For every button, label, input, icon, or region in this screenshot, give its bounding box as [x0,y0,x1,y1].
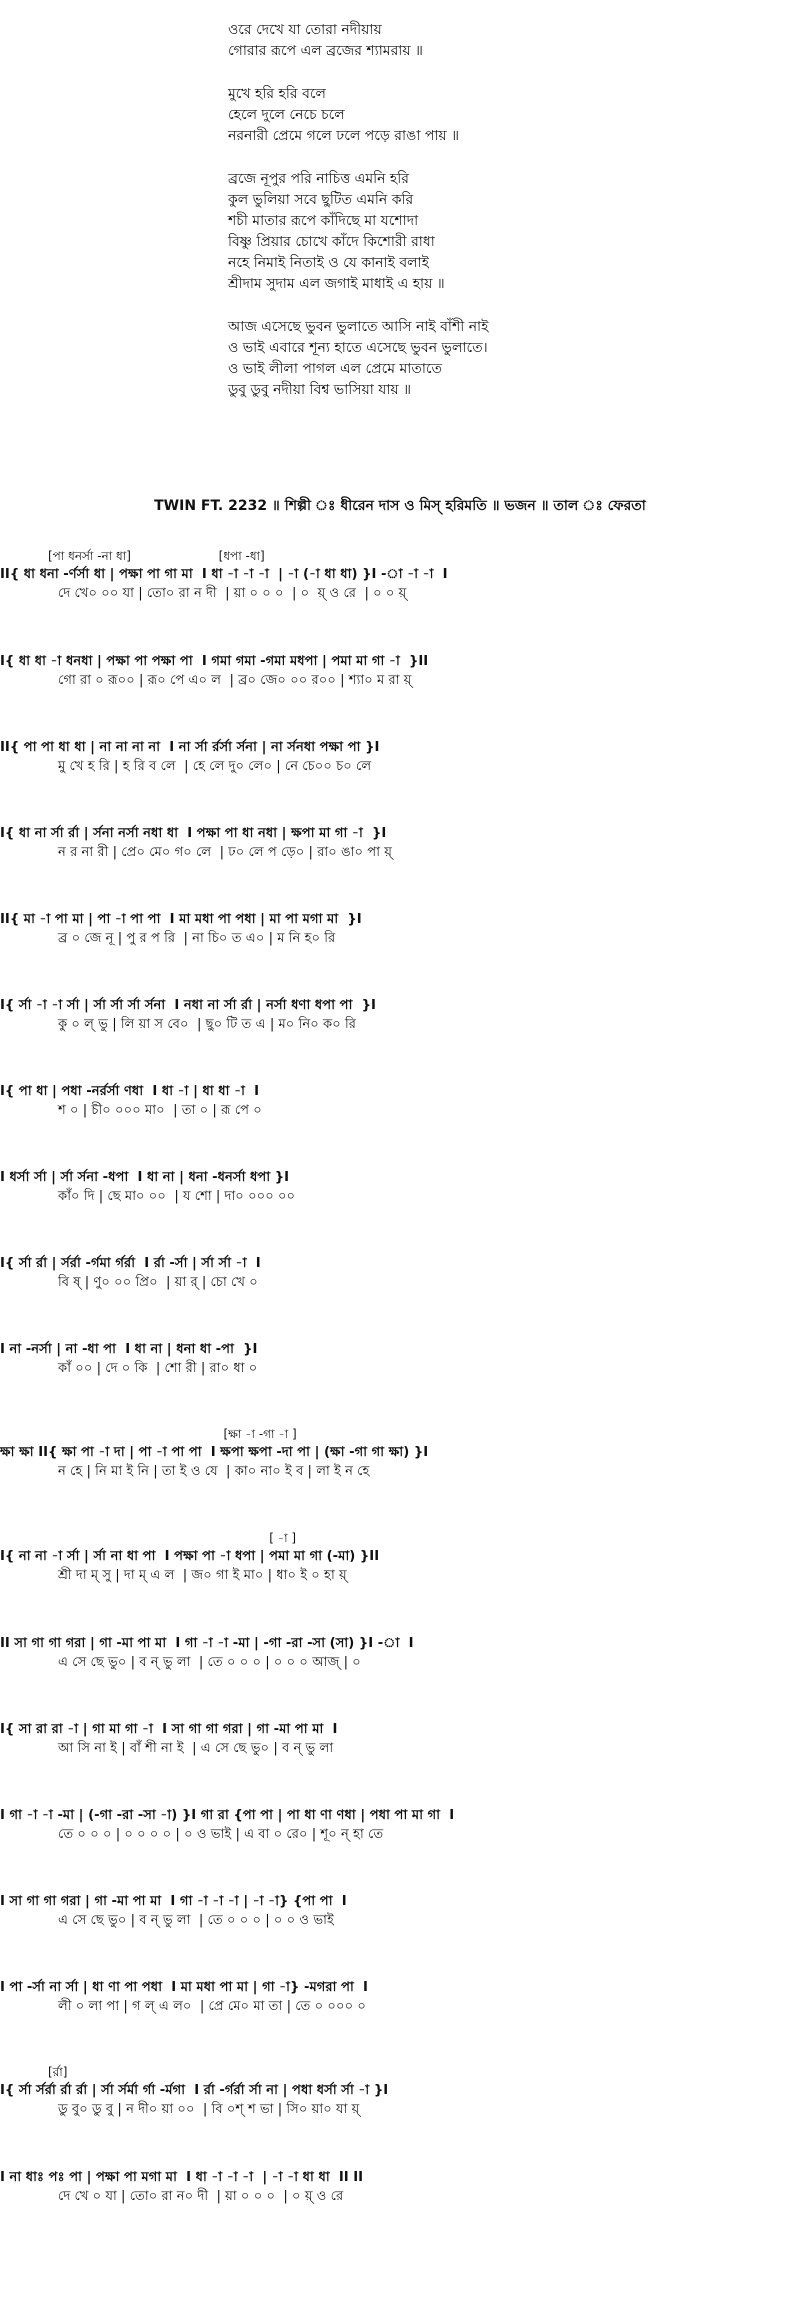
lyric-syllable-row: দে খে ০ যা | তো০ রা ন০ দী | য়া ০ ০ ০ | ০ য়্ ও রে [58,2189,344,2204]
swara-row: I গা -া -া -মা | (-গা -রা -সা -া) }I গা রা {পা পা | পা ধা ণা ণধা | পধা পা মা গা I [0,1808,455,1823]
lyric-syllable-row: এ সে ছে ভু০ | ব ন্ ভু লা | তে ০ ০ ০ | ০ ০ ও ভাই [58,1913,334,1928]
swara-row: I ধর্সা র্সা | র্সা র্সনা -ধপা I ধা না | ধনা -ধনর্সা ধপা }I [0,1170,290,1185]
lyric-syllable-row: মু খে হ রি | হ রি ব লে | হে লে দু০ লে০ | নে চে০০ চ০ লে [58,759,372,774]
notation-line [0,996,800,1082]
notation-line [0,2064,800,2168]
lyric-syllable-row: কু ০ ল্ ভু | লি য়া স বে০ | ছু০ টি ত এ | ম০ নি০ ক০ রি [58,1017,356,1032]
notation-line [0,824,800,910]
lyric-line: নরনারী প্রেমে গলে ঢলে পড়ে রাঙা পায় ॥ [228,128,460,144]
swara-row: I{ সা রা রা -া | গা মা গা -া I সা গা গা গরা | গা -মা পা মা I [0,1722,338,1737]
lyric-syllable-row: শ ০ | চী০ ০০০ মা০ | তা ০ | রূ পে ০ [58,1103,262,1118]
lyric-stanza [228,317,748,401]
swara-row: I{ র্সা -া -া র্সা | র্সা র্সা র্সা র্সনা I নধা না র্সা র্রা | নর্সা ধণা ধপা পা }I [0,998,376,1013]
lyric-syllable-row: ডু বু০ ডু বু | ন দী০ য়া ০০ | বি ০শ্ শ ভা | সি০ য়া০ যা য়্ [58,2102,360,2117]
lyric-line: মুখে হরি হরি বলে [228,86,326,102]
lyric-line: আজ এসেছে ভুবন ভুলাতে আসি নাই বাঁশী নাই [228,319,489,335]
notation-line [0,1530,800,1634]
notation-line [0,1806,800,1892]
swara-row: II{ পা পা ধা ধা | না না না না I না র্সা র্রর্সা র্সনা | না র্সনধা পক্ষা পা }I [0,740,380,755]
lyric-syllable-row: গো রা ০ রূ০০ | রূ০ পে এ০ ল | ব্র০ জে০ ০০ র০০ | শ্যা০ ম রা য়্ [58,673,412,688]
notation-line [0,738,800,824]
variant-bracket: [ -া ] [48,1531,297,1545]
lyric-line: ও ভাই লীলা পাগল এল প্রেমে মাতাতে [228,361,443,377]
notation-line [0,2168,800,2254]
swara-row: I{ র্সা র্সর্রা র্রা র্রা | র্সা র্সর্মা র্গা -র্মগা I র্রা -র্গর্রা র্সা না | পধা ধর্সা র্সা -া }I [0,2083,389,2098]
lyric-syllable-row: ন হে | নি মা ই নি | তা ই ও যে | কা০ না০ ই ব | লা ই ন হে [58,1464,370,1479]
swara-row: II{ ধা ধনা -র্ণর্সা ধা | পক্ষা পা গা মা I ধা -া -া -া | -া (-া ধা ধা) }I -া -া -া I [0,567,448,582]
lyric-syllable-row: শ্রী দা ম্ সু | দা ম্ এ ল | জ০ গা ই মা০ | ধা০ ই ০ হা য়্ [58,1568,347,1583]
lyric-stanza [228,84,748,147]
notation-line [0,1340,800,1426]
swara-row: II{ মা -া পা মা | পা -া পা পা I মা মধা পা পধা | মা পা মগা মা }I [0,912,362,927]
notation-line [0,1082,800,1168]
swara-row: ক্ষা ক্ষা II{ ক্ষা পা -া দা | পা -া পা পা I ক্ষপা ক্ষপা -দা পা | (ক্ষা -গা গা ক্ষা) }I [0,1445,429,1460]
lyric-line: ও ভাই এবারে শূন্য হাতে এসেছে ভুবন ভুলাতে। [228,340,488,356]
notation-line [0,1892,800,1978]
lyric-syllable-row: ন র না রী | প্রে০ মে০ গ০ লে | ঢ০ লে প ড়ে০ | রা০ ঙা০ পা য়্ [58,845,393,860]
swara-row: II সা গা গা গরা | গা -মা পা মা I গা -া -া -মা | -গা -রা -সা (সা) }I -া I [0,1636,414,1651]
notation-line [0,910,800,996]
swara-row: I{ ধা না র্সা র্রা | র্সনা নর্সা নধা ধা I পক্ষা পা ধা নধা | ক্ষপা মা গা -া }I [0,826,387,841]
swara-row: I{ র্সা র্রা | র্সর্রা -র্গমা র্গর্রা I র্রা -র্সা | র্সা র্সা -া I [0,1256,261,1271]
swara-row: I{ পা ধা | পধা -নর্রর্সা ণধা I ধা -া | ধা ধা -া I [0,1084,260,1099]
lyric-syllable-row: এ সে ছে ভু০ | ব ন্ ভু লা | তে ০ ০ ০ | ০ ০ ০ আজ্ | ০ [58,1655,361,1670]
lyric-line: ওরে দেখে যা তোরা নদীয়ায় [228,22,382,38]
notation-line [0,1978,800,2064]
lyric-line: শ্রীদাম সুদাম এল জগাই মাধাই এ হায় ॥ [228,276,445,292]
lyric-syllable-row: কাঁ ০০ | দে ০ কি | শো রী | রা০ ধা ০ [58,1361,258,1376]
variant-bracket: [র্রা] [48,2065,68,2079]
lyric-line: ব্রজে নূপুর পরি নাচিত্ত এমনি হরি [228,171,409,187]
lyric-line: গোরার রূপে এল ব্রজের শ্যামরায় ॥ [228,43,423,59]
lyric-syllable-row: দে খে০ ০০ যা | তো০ রা ন দী | য়া ০ ০ ০ | ০ য়্ ও রে | ০ ০ য়্ [58,586,407,601]
lyric-line: বিষ্ণু প্রিয়ার চোখে কাঁদে কিশোরী রাধা [228,234,435,250]
lyric-line: কুল ভুলিয়া সবে ছুটিত এমনি করি [228,192,414,208]
lyric-line: ডুবু ডুবু নদীয়া বিশ্ব ভাসিয়া যায় ॥ [228,382,412,398]
variant-bracket: [ক্ষা -া -গা -া ] [48,1427,297,1441]
swara-row: I সা গা গা গরা | গা -মা পা মা I গা -া -া -া | -া -া} {পা পা I [0,1894,347,1909]
lyric-syllable-row: আ সি না ই | বাঁ শী না ই | এ সে ছে ভু০ | ব ন্ ভু লা [58,1741,334,1756]
notation-line [0,1426,800,1530]
lyric-line: হেলে দুলে নেচে চলে [228,107,345,123]
lyric-syllable-row: বি ষ্ | ণু০ ০০ প্রি০ | য়া র্ | চো খে ০ [58,1275,258,1290]
swara-row: I না ধাঃ পঃ পা | পক্ষা পা মগা মা I ধা -া -া -া | -া -া ধা ধা II II [0,2170,364,2185]
swara-row: I পা -র্সা না র্সা | ধা ণা পা পধা I মা মধা পা মা | গা -া} -মগরা পা I [0,1980,368,1995]
lyric-line: শচী মাতার রূপে কাঁদিছে মা যশোদা [228,213,419,229]
lyric-line: নহে নিমাই নিতাই ও যে কানাই বলাই [228,255,429,271]
notation-line [0,652,800,738]
notation-line [0,1254,800,1340]
lyric-stanza [228,169,748,295]
lyrics-poem [228,20,748,423]
notation-line [0,548,800,652]
lyric-syllable-row: লী ০ লা পা | গ ল্ এ ল০ | প্রে মে০ মা তা | তে ০ ০০০ ০ [58,1999,366,2014]
notation-line [0,1634,800,1720]
swara-row: I{ না না -া র্সা | র্সা না ধা পা I পক্ষা পা -া ধপা | পমা মা গা (-মা) }II [0,1549,380,1564]
lyric-stanza [228,20,748,62]
lyric-syllable-row: কাঁ০ দি | ছে মা০ ০০ | য শো | দা০ ০০০ ০০ [58,1189,296,1204]
swara-row: I না -নর্সা | না -ধা পা I ধা না | ধনা ধা -পা }I [0,1342,258,1357]
swara-row: I{ ধা ধা -া ধনধা | পক্ষা পা পক্ষা পা I গমা গমা -গমা মধপা | পমা মা গা -া }II [0,654,429,669]
lyric-syllable-row: তে ০ ০ ০ | ০ ০ ০ ০ | ০ ও ভাই | এ বা ০ রে০ | শূ০ ন্ হা তে [58,1827,384,1842]
notation-line [0,1168,800,1254]
notation-section [0,548,800,2254]
variant-bracket: [পা ধনর্সা -না ধা] [ধপা -ধা] [48,549,265,563]
lyric-syllable-row: ব্র ০ জে নূ | পু র প রি | না চি০ ত এ০ | ম নি হ০ রি [58,931,336,946]
record-info-line: TWIN FT. 2232 ॥ শিল্পী ঃ ধীরেন দাস ও মিস্ হরিমতি ॥ ভজন ॥ তাল ঃ ফেরতা [154,498,646,514]
notation-line [0,1720,800,1806]
